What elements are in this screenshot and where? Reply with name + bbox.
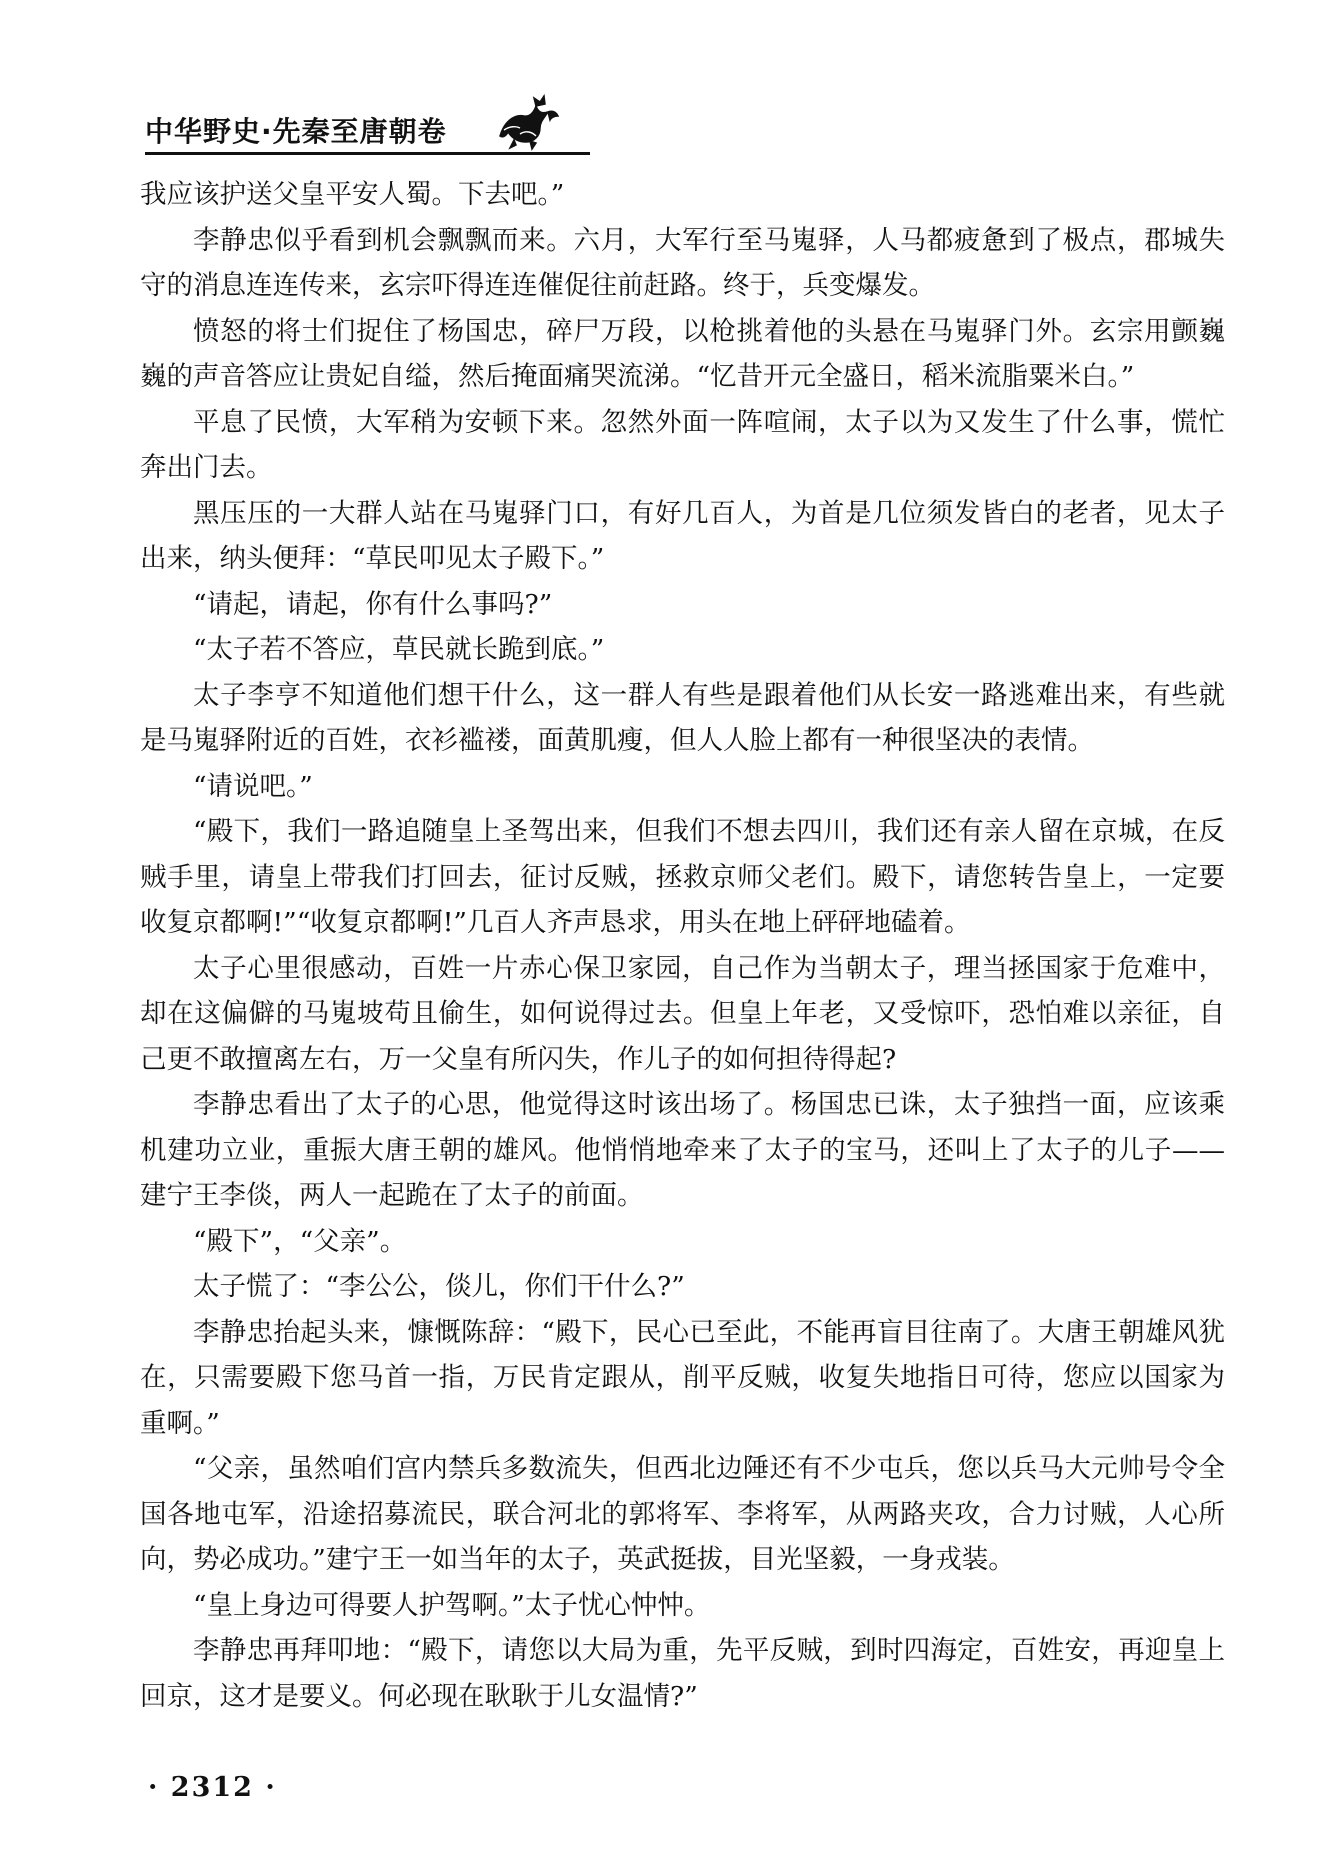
paragraph: “皇上身边可得要人护驾啊。”太子忧心忡忡。 bbox=[193, 1589, 711, 1621]
header-rule bbox=[145, 152, 590, 155]
paragraph: 我应该护送父皇平安人蜀。下去吧。” bbox=[140, 179, 565, 210]
paragraph: 太子李亨不知道他们想干什么，这一群人有些是跟着他们从长安一路逃难出来，有些就是马嵬驿附近的百姓，衣衫褴褛，面黄肌瘦，但人人脸上都有一种很坚决的表情。 bbox=[140, 679, 1225, 756]
paragraph: 黑压压的一大群人站在马嵬驿门口，有好几百人，为首是几位须发皆白的老者，见太子出来，纳头便拜：“草民叩见太子殿下。” bbox=[140, 497, 1225, 574]
paragraph: 愤怒的将士们捉住了杨国忠，碎尸万段，以枪挑着他的头悬在马嵬驿门外。玄宗用颤巍巍的声音答应让贵妃自缢，然后掩面痛哭流涕。“忆昔开元全盛日，稻米流脂粟米白。” bbox=[140, 315, 1225, 392]
paragraph: “父亲，虽然咱们宫内禁兵多数流失，但西北边陲还有不少屯兵，您以兵马大元帅号令全国各地屯军，沿途招募流民，联合河北的郭将军、李将军，从两路夹攻，合力讨贼，人心所向，势必成功。”建宁王一如当年的太子，英武挺拔，目光坚毅，一身戎装。 bbox=[140, 1453, 1225, 1575]
paragraph: “太子若不答应，草民就长跪到底。” bbox=[193, 634, 605, 665]
paragraph: 李静忠抬起头来，慷慨陈辞：“殿下，民心已至此，不能再盲目往南了。大唐王朝雄风犹在，只需要殿下您马首一指，万民肯定跟从，削平反贼，收复失地指日可待，您应以国家为重啊。” bbox=[140, 1316, 1225, 1439]
running-header bbox=[145, 92, 1225, 162]
running-header-title: 中华野史·先秦至唐朝卷 bbox=[145, 115, 447, 148]
paragraph: 太子心里很感动，百姓一片赤心保卫家园，自己作为当朝太子，理当拯国家于危难中，却在这偏僻的马嵬坡苟且偷生，如何说得过去。但皇上年老，又受惊吓，恐怕难以亲征，自己更不敢擅离左右，万一父皇有所闪失，作儿子的如何担待得起? bbox=[140, 952, 1225, 1075]
paragraph: “请说吧。” bbox=[193, 770, 313, 802]
paragraph: 平息了民愤，大军稍为安顿下来。忽然外面一阵喧闹，太子以为又发生了什么事，慌忙奔出门去。 bbox=[140, 406, 1225, 483]
paragraph: “请起，请起，你有什么事吗?” bbox=[193, 588, 553, 620]
body-text bbox=[140, 172, 1225, 1719]
dragon-emblem-icon bbox=[490, 92, 562, 152]
page-number: · 2312 · bbox=[148, 1772, 277, 1803]
paragraph: 李静忠似乎看到机会飘飘而来。六月，大军行至马嵬驿，人马都疲惫到了极点，郡城失守的消息连连传来，玄宗吓得连连催促往前赶路。终于，兵变爆发。 bbox=[140, 224, 1225, 301]
paragraph: “殿下”，“父亲”。 bbox=[193, 1225, 407, 1257]
paragraph: 太子慌了：“李公公，倓儿，你们干什么?” bbox=[193, 1271, 685, 1302]
paragraph: 李静忠再拜叩地：“殿下，请您以大局为重，先平反贼，到时四海定，百姓安，再迎皇上回京，这才是要义。何必现在耿耿于儿女温情?” bbox=[140, 1635, 1225, 1712]
paragraph: “殿下，我们一路追随皇上圣驾出来，但我们不想去四川，我们还有亲人留在京城，在反贼手里，请皇上带我们打回去，征讨反贼，拯救京师父老们。殿下，请您转告皇上，一定要收复京都啊!”“收复京都啊!”几百人齐声恳求，用头在地上砰砰地磕着。 bbox=[140, 816, 1225, 938]
paragraph: 李静忠看出了太子的心思，他觉得这时该出场了。杨国忠已诛，太子独挡一面，应该乘机建功立业，重振大唐王朝的雄风。他悄悄地牵来了太子的宝马，还叫上了太子的儿子——建宁王李倓，两人一起跪在了太子的前面。 bbox=[140, 1089, 1225, 1211]
